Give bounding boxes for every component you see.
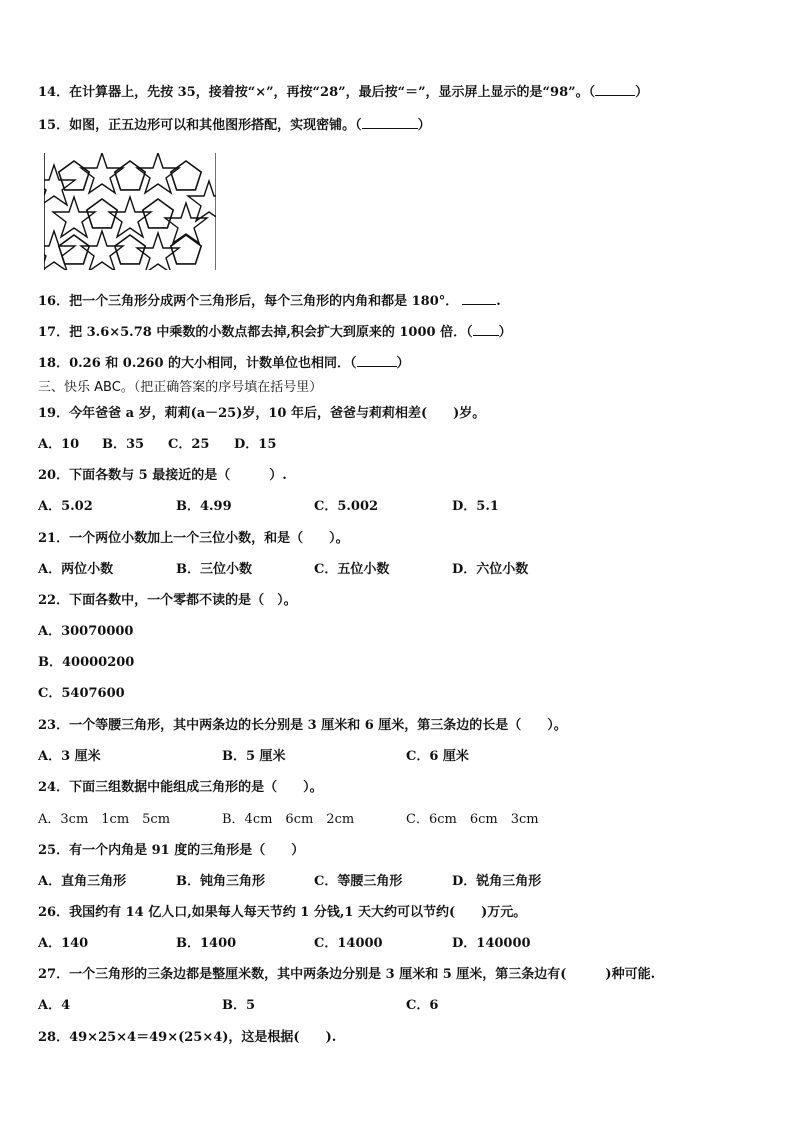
- answer-blank[interactable]: [473, 322, 499, 336]
- option-b[interactable]: B．钝角三角形: [176, 874, 265, 889]
- option-c[interactable]: C．5.002: [314, 499, 379, 514]
- option-b[interactable]: B．40000200: [38, 655, 135, 670]
- question-number: 15．: [38, 118, 70, 133]
- options-row: [38, 873, 758, 891]
- question-17: 17．把 3.6×5.78 中乘数的小数点都去掉,积会扩大到原来的 1000 倍．（ ）: [38, 322, 512, 342]
- option-a[interactable]: A．3 厘米: [38, 749, 101, 764]
- question-text: 在计算器上，先按 35，接着按“×”，再按“28”，最后按“＝”，显示屏上显示的是“98”。（: [69, 85, 596, 100]
- question-number: 16．: [38, 294, 70, 309]
- option-a[interactable]: A．3cm 1cm 5cm: [38, 812, 171, 827]
- question-24: 24．下面三组数据中能组成三角形的是（ ）。: [38, 780, 323, 795]
- question-26: 26．我国约有 14 亿人口,如果每人每天节约 1 分钱,1 天大约可以节约( )万元。: [38, 905, 527, 920]
- option-d[interactable]: D．15: [234, 437, 277, 452]
- section-heading: 三、快乐 ABC。（把正确答案的序号填在括号里）: [38, 380, 323, 395]
- question-22: 22．下面各数中，一个零都不读的是（ ）。: [38, 593, 297, 608]
- option-a[interactable]: A．两位小数: [38, 562, 114, 577]
- option-b[interactable]: B．4cm 6cm 2cm: [222, 812, 355, 827]
- question-28: 28．49×25×4＝49×(25×4)，这是根据( ).: [38, 1030, 337, 1045]
- options-row: [38, 811, 758, 829]
- answer-blank[interactable]: [595, 82, 635, 96]
- question-19: 19．今年爸爸 a 岁，莉莉(a－25)岁，10 年后，爸爸与莉莉相差( )岁。: [38, 406, 486, 421]
- question-text: 如图，正五边形可以和其他图形搭配，实现密铺。（: [69, 118, 362, 133]
- options-row: [38, 436, 758, 454]
- option-b[interactable]: B．5: [222, 998, 256, 1013]
- question-number: 18．: [38, 356, 70, 371]
- option-d[interactable]: D．5.1: [452, 499, 499, 514]
- option-c[interactable]: C．6 厘米: [406, 749, 469, 764]
- option-c[interactable]: C．14000: [314, 936, 383, 951]
- options-row: [38, 498, 758, 516]
- option-b[interactable]: B．4.99: [176, 499, 232, 514]
- question-number: 14．: [38, 85, 70, 100]
- option-a[interactable]: A．4: [38, 998, 71, 1013]
- options-row: [38, 561, 758, 579]
- question-16: 16．把一个三角形分成两个三角形后，每个三角形的内角和都是 180°． .: [38, 291, 501, 311]
- answer-blank[interactable]: [362, 115, 418, 129]
- question-21: 21．一个两位小数加上一个三位小数，和是（ ）。: [38, 531, 349, 546]
- question-23: 23．一个等腰三角形，其中两条边的长分别是 3 厘米和 6 厘米，第三条边的长是（ ）。: [38, 718, 567, 733]
- option-b[interactable]: B．35: [102, 437, 145, 452]
- option-d[interactable]: D．140000: [452, 936, 531, 951]
- question-number: 17．: [38, 325, 70, 340]
- answer-blank[interactable]: [357, 353, 397, 367]
- option-a[interactable]: A．直角三角形: [38, 874, 127, 889]
- option-a[interactable]: A．30070000: [38, 624, 134, 639]
- option-d[interactable]: D．六位小数: [452, 562, 529, 577]
- option-c[interactable]: C．6cm 6cm 3cm: [406, 812, 539, 827]
- option-c[interactable]: C．25: [168, 437, 210, 452]
- option-a[interactable]: A．5.02: [38, 499, 93, 514]
- option-c[interactable]: C．5407600: [38, 686, 125, 701]
- option-d[interactable]: D．锐角三角形: [452, 874, 542, 889]
- option-b[interactable]: B．1400: [176, 936, 237, 951]
- option-c[interactable]: C．五位小数: [314, 562, 390, 577]
- question-text: 0.26 和 0.260 的大小相同，计数单位也相同．（: [69, 356, 357, 371]
- option-b[interactable]: B．5 厘米: [222, 749, 286, 764]
- question-18: 18．0.26 和 0.260 的大小相同，计数单位也相同．（ ）: [38, 353, 410, 373]
- option-b[interactable]: B．三位小数: [176, 562, 252, 577]
- options-row: [38, 997, 758, 1015]
- question-text: 把一个三角形分成两个三角形后，每个三角形的内角和都是 180°．: [69, 294, 459, 309]
- question-25: 25．有一个内角是 91 度的三角形是（ ）: [38, 843, 305, 858]
- options-row: [38, 748, 758, 766]
- question-text: 把 3.6×5.78 中乘数的小数点都去掉,积会扩大到原来的 1000 倍．（: [69, 325, 473, 340]
- question-20: 20．下面各数与 5 最接近的是（ ）.: [38, 468, 287, 483]
- option-c[interactable]: C．等腰三角形: [314, 874, 403, 889]
- answer-blank[interactable]: [462, 291, 496, 305]
- question-14: 14．在计算器上，先按 35，接着按“×”，再按“28”，最后按“＝”，显示屏上显示的是“98”。（ ）: [38, 82, 648, 102]
- question-15: 15．如图，正五边形可以和其他图形搭配，实现密铺。（ ）: [38, 115, 431, 135]
- option-c[interactable]: C．6: [406, 998, 439, 1013]
- pentagon-tessellation-figure: [44, 153, 216, 270]
- options-row: [38, 935, 758, 953]
- option-a[interactable]: A．140: [38, 936, 89, 951]
- question-27: 27．一个三角形的三条边都是整厘米数，其中两条边分别是 3 厘米和 5 厘米，第三条边有( )种可能.: [38, 967, 656, 982]
- option-a[interactable]: A．10: [38, 437, 80, 452]
